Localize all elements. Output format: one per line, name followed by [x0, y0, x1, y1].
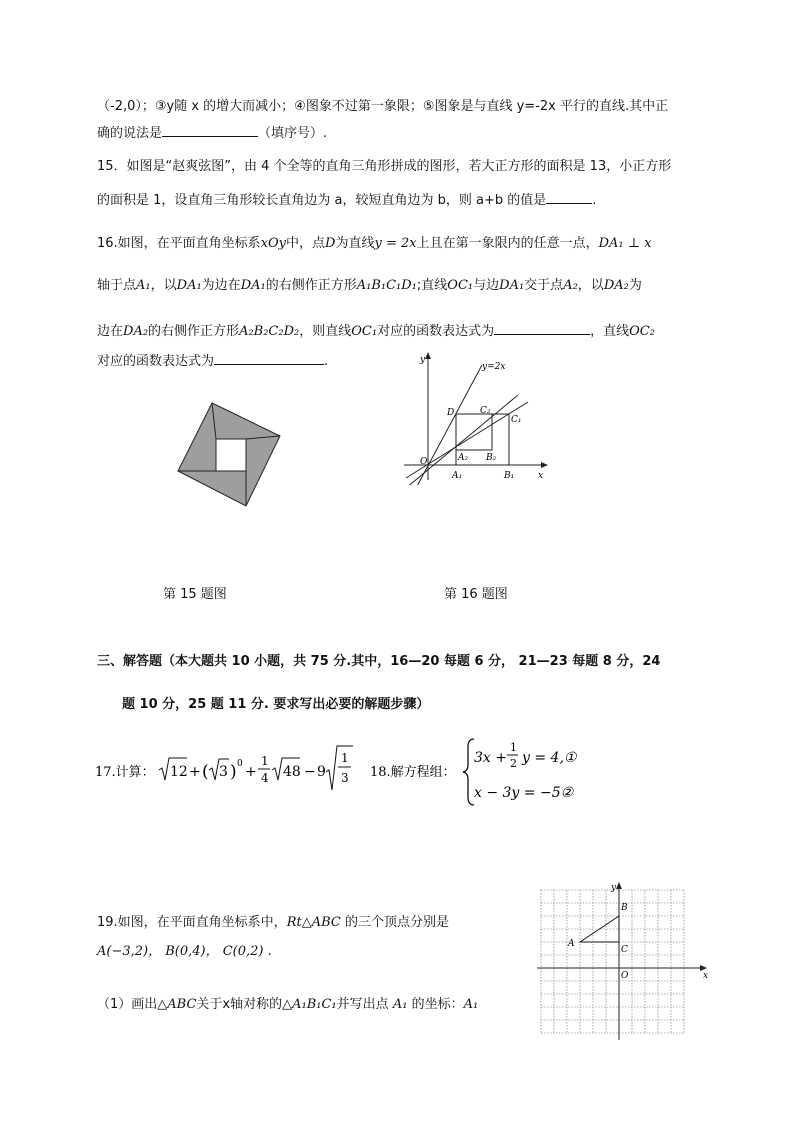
q16-text: ，以	[150, 278, 177, 293]
q17-coef: 9	[317, 764, 326, 780]
q19-line1	[97, 914, 449, 932]
q16-math: DA₂	[603, 278, 629, 293]
fig16-label: A₁	[452, 471, 463, 481]
q16-math: OC₂	[629, 324, 655, 339]
fig19-label: x	[703, 971, 709, 981]
q16-math: DA₁	[499, 278, 525, 293]
fig16-label: B₁	[504, 471, 515, 481]
q15-answer-blank[interactable]	[546, 189, 592, 204]
fig16-label: y=2x	[482, 362, 506, 372]
q16-text: 的右侧作正方形	[148, 324, 240, 339]
q19-text: 并写出点	[336, 997, 389, 1012]
q17-op: +	[189, 764, 201, 780]
q18-eq1-frac-den: 2	[510, 757, 517, 770]
fig16-label: C₁	[511, 415, 522, 425]
q14-line2-text: 确的说法是	[97, 126, 163, 141]
q16-math: y = 2x	[374, 236, 417, 251]
fig16-y-arrow	[425, 352, 431, 359]
q16-line3	[97, 320, 655, 341]
q19-text: （1）画出	[97, 997, 158, 1012]
fig16-label: D	[447, 408, 455, 418]
q15-line2-text: 的面积是 1，设直角三角形较长直角边为 a，较短直角边为 b，则 a+b 的值是	[97, 193, 547, 208]
q17-term: 12	[170, 764, 188, 780]
fig16-label: A₂	[458, 453, 469, 463]
q16-math: DA₁	[176, 278, 202, 293]
fig19-label: O	[621, 971, 629, 981]
q14-line2	[97, 122, 327, 143]
q16-text: 交于点	[524, 278, 564, 293]
fig19-label: y	[611, 883, 617, 893]
q19-math: △A₁B₁C₁	[282, 997, 337, 1012]
q17-op: +	[245, 764, 257, 780]
fig16-label: B₂	[486, 453, 497, 463]
q16-math: A₂	[563, 278, 578, 293]
fig15-zhao-shuang-diagram	[170, 395, 290, 510]
q16-line2	[97, 277, 642, 295]
q16-answer-blank-2[interactable]	[214, 350, 324, 365]
q16-text: 对应的函数表达式为	[97, 354, 215, 369]
q19-text: 19.如图，在平面直角坐标系中，	[97, 915, 287, 930]
q16-math: xOy	[260, 236, 287, 251]
q18-eq2: x − 3y = −5②	[474, 785, 574, 801]
q17-formula	[95, 740, 355, 804]
q17-op: −	[304, 764, 316, 780]
q19-line2: A(−3,2)， B(0,4)， C(0,2) .	[97, 944, 272, 959]
fig19-y-arrow	[616, 882, 622, 889]
q19-math: A₁	[463, 997, 479, 1012]
q19-text: 的坐标：	[411, 997, 464, 1012]
q16-text: 16.如图，在平面直角坐标系	[97, 236, 261, 251]
q17-term: 3	[219, 764, 228, 780]
q16-math: DA₁	[240, 278, 266, 293]
q16-line1	[97, 235, 651, 253]
q16-text: 中，点	[286, 236, 326, 251]
section3-header: 三、解答题（本大题共 10 小题，共 75 分.其中，16—20 每题 6 分， 21—23 每题 8 分，24	[97, 654, 661, 669]
q16-text: 为直线	[335, 236, 375, 251]
fig16-label: C₂	[480, 406, 491, 416]
q18-label: 18.解方程组：	[370, 765, 456, 780]
q16-text: 与边	[473, 278, 500, 293]
fig16-x-arrow	[541, 462, 548, 468]
q19-line3	[97, 996, 478, 1014]
fig19-label: B	[621, 903, 628, 913]
q17-frac-den: 3	[341, 771, 349, 785]
fig16-line-y2x	[415, 365, 482, 485]
q16-text: ，则直线	[299, 324, 352, 339]
q17-paren: (	[202, 762, 209, 782]
q16-math: DA₁ ⊥ x	[598, 236, 652, 251]
q16-math: OC₁	[447, 278, 474, 293]
q16-text: 为	[628, 278, 642, 293]
q17-frac-num: 1	[261, 754, 269, 768]
q17-frac-num: 1	[341, 751, 349, 765]
q17-sqrt	[326, 746, 353, 790]
q14-line1: （-2,0）；③y随 x 的增大而减小；④图象不过第一象限；⑤图象是与直线 y=-2x 平行的直线.其中正	[97, 99, 669, 114]
q18-eq1-rest: y = 4,①	[522, 750, 577, 766]
q16-answer-blank-1[interactable]	[494, 320, 590, 335]
q18-eq1-frac-num: 1	[510, 741, 517, 754]
q14-answer-blank[interactable]	[162, 122, 258, 137]
q16-math: A₁	[136, 278, 151, 293]
q15-line2	[97, 189, 596, 210]
fig19-label: A	[568, 939, 575, 949]
q19-math: △ABC	[157, 997, 197, 1012]
q15-end: .	[592, 193, 597, 208]
q16-text: 的右侧作正方形	[265, 278, 357, 293]
q17-exponent: 0	[237, 759, 243, 769]
q19-math: Rt△ABC	[286, 915, 341, 930]
q15-line1: 15．如图是“赵爽弦图”，由 4 个全等的直角三角形拼成的图形，若大正方形的面积是 13，小正方形	[97, 159, 672, 174]
q16-math: D	[325, 236, 336, 251]
q16-line4	[97, 350, 328, 371]
fig19-label: C	[621, 945, 628, 955]
q16-text: ，直线	[590, 324, 630, 339]
section3-header-cont: 题 10 分，25 题 11 分. 要求写出必要的解题步骤）	[122, 697, 430, 712]
q18-formula	[370, 737, 610, 807]
fig15-caption: 第 15 题图	[163, 587, 227, 602]
q16-math: A₂B₂C₂D₂	[239, 324, 300, 339]
q18-brace	[463, 739, 474, 805]
fig19-grid	[541, 890, 684, 1033]
q17-paren: )	[230, 762, 237, 782]
fig16-label: O	[420, 457, 428, 467]
q19-math: A₁	[392, 997, 408, 1012]
q16-text: 为边在	[201, 278, 241, 293]
fig15-inner-square	[216, 439, 246, 471]
fig16-label: y	[420, 355, 426, 365]
q16-end: .	[324, 354, 329, 369]
q19-text: 关于x轴对称的	[196, 997, 283, 1012]
q16-text: 上且在第一象限内的任意一点，	[416, 236, 599, 251]
q16-math: OC₁	[351, 324, 378, 339]
q17-frac-den: 4	[261, 771, 269, 785]
q19-text: 的三个顶点分别是	[344, 915, 449, 930]
q17-term: 48	[283, 764, 301, 780]
q16-text: 轴于点	[97, 278, 137, 293]
fig16-diagram	[400, 350, 560, 485]
q17-label: 17.计算：	[95, 765, 155, 780]
q14-line2-tail: （填序号）.	[258, 126, 328, 141]
q18-eq1: 3x +	[474, 750, 507, 766]
q16-text: ，以	[577, 278, 604, 293]
fig19-grid-diagram	[535, 880, 715, 1042]
q16-text: 边在	[97, 324, 124, 339]
fig16-label: x	[538, 471, 544, 481]
q16-math: A₁B₁C₁D₁	[356, 278, 417, 293]
fig16-caption: 第 16 题图	[444, 587, 508, 602]
q16-math: DA₂	[123, 324, 149, 339]
q16-text: ;直线	[416, 278, 448, 293]
q16-text: 对应的函数表达式为	[377, 324, 495, 339]
